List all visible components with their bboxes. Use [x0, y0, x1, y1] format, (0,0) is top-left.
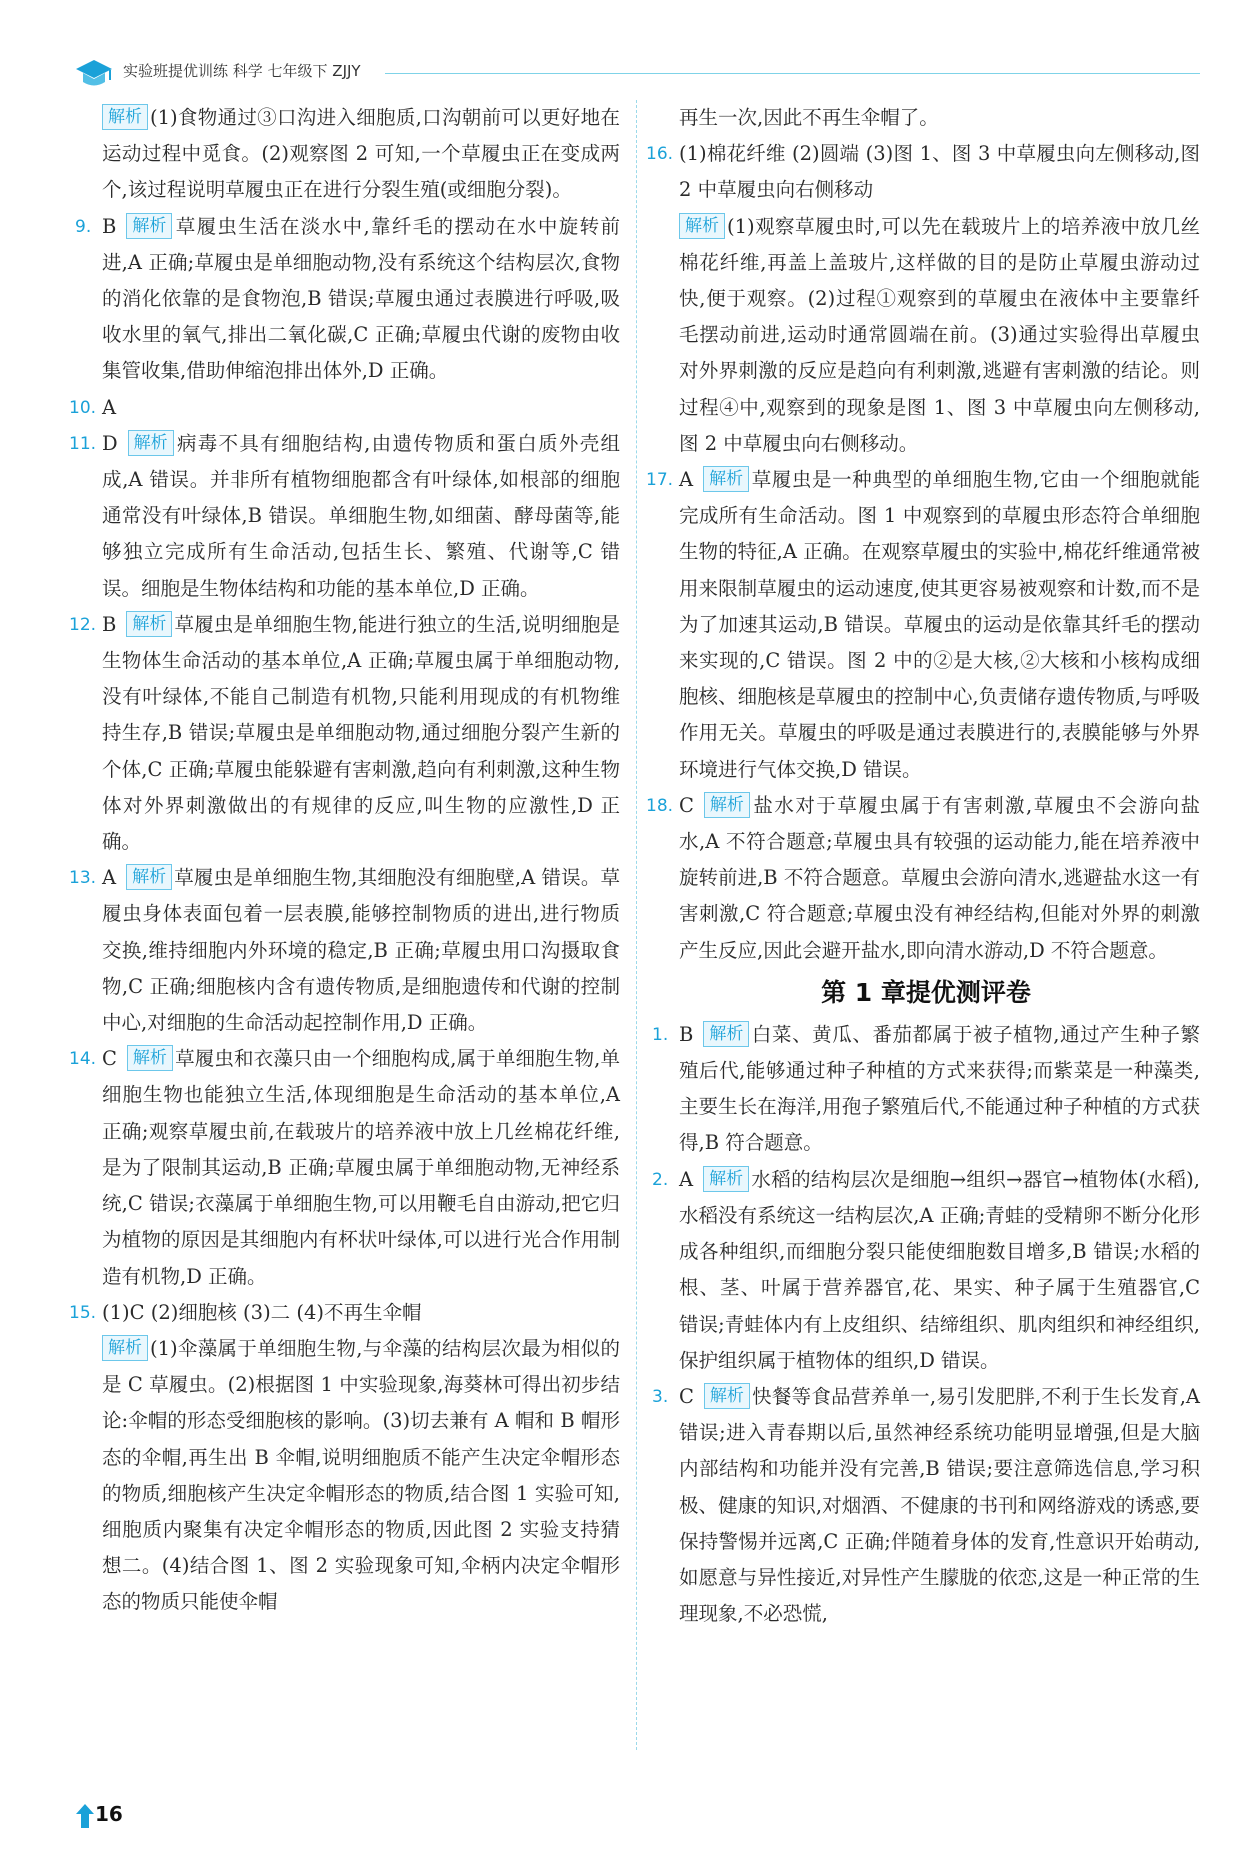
- question-number: 13.: [69, 868, 97, 889]
- analysis-tag: 解析: [126, 864, 172, 890]
- answer-text: (1)伞藻属于单细胞生物,与伞藻的结构层次最为相似的是 C 草履虫。(2)根据图 1 中实验现象,海葵林可得出初步结论:伞帽的形态受细胞核的影响。(3)切去兼有 A 帽和 B 帽形态的伞帽,再生出 B 伞帽,说明细胞质不能产生决定伞帽形态的物质,细胞核产生决定伞帽形态的物质,结合图 1 实验可知,细胞质内聚集有决定伞帽形态的物质,因此图 2 实验支持猜想二。(4)结合图 1、图 2 实验现象可知,伞柄内决定伞帽形态的物质只能使伞帽: [102, 1336, 620, 1614]
- answer-text: 盐水对于草履虫属于有害刺激,草履虫不会游向盐水,A 不符合题意;草履虫具有较强的运动能力,能在培养液中旋转前进,B 不符合题意。草履虫会游向清水,逃避盐水这一有害刺激,C 符合题意;草履虫没有神经结构,但能对外界的刺激产生反应,因此会避开盐水,即向清水游动,D 不符合题意。: [679, 793, 1200, 962]
- answer-choice: A: [679, 468, 694, 492]
- question-number: 2.: [652, 1169, 669, 1190]
- answer-item: [646, 462, 1200, 788]
- page-number: 16: [95, 1802, 123, 1826]
- question-number: 10.: [69, 397, 97, 418]
- answer-choice: A: [102, 395, 117, 419]
- answer-item: [652, 1379, 1200, 1632]
- question-number: 12.: [69, 614, 97, 635]
- column-divider: [636, 100, 637, 1750]
- answer-text: 病毒不具有细胞结构,由遗传物质和蛋白质外壳组成,A 错误。并非所有植物细胞都含有叶绿体,如根部的细胞通常没有叶绿体,B 错误。单细胞生物,如细菌、酵母菌等,能够独立完成所有生命活动,包括生长、繁殖、代谢等,C 错误。细胞是生物体结构和功能的基本单位,D 正确。: [102, 431, 620, 600]
- question-number: 11.: [69, 433, 97, 454]
- analysis-tag: 解析: [679, 213, 725, 239]
- right-column: [646, 100, 1200, 1632]
- left-column: [69, 100, 620, 1621]
- answer-item: [69, 607, 620, 860]
- question-number: 9.: [75, 216, 92, 237]
- question-number: 14.: [69, 1049, 97, 1070]
- header-title: 实验班提优训练 科学 七年级下 ZJJY: [123, 62, 361, 80]
- page-arrow-icon: [75, 1802, 95, 1830]
- answer-text: (1)食物通过③口沟进入细胞质,口沟朝前可以更好地在运动过程中觅食。(2)观察图 2 可知,一个草履虫正在变成两个,该过程说明草履虫正在进行分裂生殖(或细胞分裂)。: [102, 106, 620, 202]
- analysis-tag: 解析: [704, 792, 750, 818]
- answer-text: 草履虫是一种典型的单细胞生物,它由一个细胞就能完成所有生命活动。图 1 中观察到的草履虫形态符合单细胞生物的特征,A 正确。在观察草履虫的实验中,棉花纤维通常被用来限制草履虫的运动速度,使其更容易被观察和计数,而不是为了加速其运动,B 错误。草履虫的运动是依靠其纤毛的摆动来实现的,C 错误。图 2 中的②是大核,②大核和小核构成细胞核、细胞核是草履虫的控制中心,负责储存遗传物质,与呼吸作用无关。草履虫的呼吸是通过表膜进行的,表膜能够与外界环境进行气体交换,D 错误。: [679, 468, 1200, 781]
- analysis-tag: 解析: [126, 611, 172, 637]
- answer-item: [69, 860, 620, 1041]
- answer-choice: C: [102, 1047, 117, 1071]
- question-number: 3.: [652, 1386, 669, 1407]
- analysis-tag: 解析: [128, 430, 174, 456]
- analysis-tag: 解析: [127, 1045, 173, 1071]
- answer-item: [652, 1162, 1200, 1379]
- answer-choice: B: [102, 214, 117, 238]
- answer-choice: A: [102, 866, 117, 890]
- analysis-tag: 解析: [703, 1021, 749, 1047]
- answer-choice: C: [679, 793, 694, 817]
- analysis-tag: 解析: [703, 466, 749, 492]
- analysis-tag: 解析: [102, 1335, 148, 1361]
- answer-choice: A: [679, 1167, 694, 1191]
- answer-text: 白菜、黄瓜、番茄都属于被子植物,通过产生种子繁殖后代,能够通过种子种植的方式来获得;而紫菜是一种藻类,主要生长在海洋,用孢子繁殖后代,不能通过种子种植的方式获得,B 符合题意。: [679, 1022, 1200, 1155]
- question-number: 18.: [646, 795, 674, 816]
- page-header: [75, 52, 1200, 96]
- answer-choice: C: [679, 1384, 694, 1408]
- question-number: 16.: [646, 144, 674, 165]
- question-number: 1.: [652, 1024, 669, 1045]
- answer-continuation: [652, 209, 1200, 462]
- analysis-tag: 解析: [126, 213, 172, 239]
- page-footer: [75, 1800, 135, 1834]
- answer-text: 草履虫和衣藻只由一个细胞构成,属于单细胞生物,单细胞生物也能独立生活,体现细胞是生命活动的基本单位,A 正确;观察草履虫前,在载玻片的培养液中放上几丝棉花纤维,是为了限制其运动,B 正确;草履虫属于单细胞动物,无神经系统,C 错误;衣藻属于单细胞生物,可以用鞭毛自由游动,把它归为植物的原因是其细胞内有杯状叶绿体,可以进行光合作用制造有机物,D 正确。: [102, 1047, 620, 1288]
- chapter-title: 第 1 章提优测评卷: [821, 977, 1031, 1007]
- answer-item: [646, 788, 1200, 969]
- answer-item: [69, 1041, 620, 1294]
- answer-choice: D: [102, 431, 118, 455]
- answer-choice: B: [679, 1022, 694, 1046]
- answer-item: [652, 1017, 1200, 1162]
- analysis-tag: 解析: [703, 1166, 749, 1192]
- answer-text: (1)观察草履虫时,可以先在载玻片上的培养液中放几丝棉花纤维,再盖上盖玻片,这样做的目的是防止草履虫游动过快,便于观察。(2)过程①观察到的草履虫在液体中主要靠纤毛摆动前进,运动时通常圆端在前。(3)通过实验得出草履虫对外界刺激的反应是趋向有利刺激,逃避有害刺激的结论。则过程④中,观察到的现象是图 1、图 3 中草履虫向左侧移动,图 2 中草履虫向右侧移动。: [679, 214, 1200, 455]
- answer-continuation: [75, 100, 620, 209]
- analysis-tag: 解析: [102, 104, 148, 130]
- right-column-bottom: [652, 1017, 1200, 1632]
- answer-text: 草履虫是单细胞生物,其细胞没有细胞壁,A 错误。草履虫身体表面包着一层表膜,能够控制物质的进出,进行物质交换,维持细胞内外环境的稳定,B 正确;草履虫用口沟摄取食物,C 正确;细胞核内含有遗传物质,是细胞遗传和代谢的控制中心,对细胞的生命活动起控制作用,D 正确。: [102, 866, 620, 1035]
- answer-item: [646, 136, 1200, 208]
- answer-choice: (1)棉花纤维 (2)圆端 (3)图 1、图 3 中草履虫向左侧移动,图 2 中草履虫向右侧移动: [679, 142, 1200, 202]
- answer-item: [69, 1295, 620, 1331]
- answer-continuation: [652, 100, 1200, 136]
- answer-text: 草履虫是单细胞生物,能进行独立的生活,说明细胞是生物体生命活动的基本单位,A 正确;草履虫属于单细胞动物,没有叶绿体,不能自己制造有机物,只能利用现成的有机物维持生存,B 错误;草履虫是单细胞动物,通过细胞分裂产生新的个体,C 正确;草履虫能躲避有害刺激,趋向有利刺激,这种生物体对外界刺激做出的有规律的反应,叫生物的应激性,D 正确。: [102, 612, 620, 854]
- question-number: 15.: [69, 1302, 97, 1323]
- answer-item: [75, 209, 620, 390]
- header-rule: [385, 73, 1200, 74]
- question-number: 17.: [646, 470, 674, 491]
- answer-item: [69, 426, 620, 607]
- graduation-cap-icon: [75, 56, 113, 90]
- right-column-top: [646, 100, 1200, 969]
- analysis-tag: 解析: [704, 1383, 750, 1409]
- answer-choice: (1)C (2)细胞核 (3)二 (4)不再生伞帽: [102, 1300, 422, 1324]
- answer-text: 快餐等食品营养单一,易引发肥胖,不利于生长发育,A 错误;进入青春期以后,虽然神经系统功能明显增强,但是大脑内部结构和功能并没有完善,B 错误;要注意筛选信息,学习积极、健康的知识,对烟酒、不健康的书刊和网络游戏的诱惑,要保持警惕并远离,C 正确;伴随着身体的发育,性意识开始萌动,如愿意与异性接近,对异性产生朦胧的依恋,这是一种正常的生理现象,不必恐慌,: [679, 1384, 1200, 1626]
- answer-item: [69, 390, 620, 426]
- answer-text: 再生一次,因此不再生伞帽了。: [679, 106, 939, 129]
- answer-text: 水稻的结构层次是细胞→组织→器官→植物体(水稻),水稻没有系统这一结构层次,A 正确;青蛙的受精卵不断分化形成各种组织,而细胞分裂只能使细胞数目增多,B 错误;水稻的根、茎、叶属于营养器官,花、果实、种子属于生殖器官,C 错误;青蛙体内有上皮组织、结缔组织、肌肉组织和神经组织,保护组织属于植物体的组织,D 错误。: [679, 1167, 1200, 1372]
- answer-continuation: [75, 1331, 620, 1621]
- answer-choice: B: [102, 612, 117, 636]
- answer-text: 草履虫生活在淡水中,靠纤毛的摆动在水中旋转前进,A 正确;草履虫是单细胞动物,没有系统这个结构层次,食物的消化依靠的是食物泡,B 错误;草履虫通过表膜进行呼吸,吸收水里的氧气,排出二氧化碳,C 正确;草履虫代谢的废物由收集管收集,借助伸缩泡排出体外,D 正确。: [102, 214, 620, 383]
